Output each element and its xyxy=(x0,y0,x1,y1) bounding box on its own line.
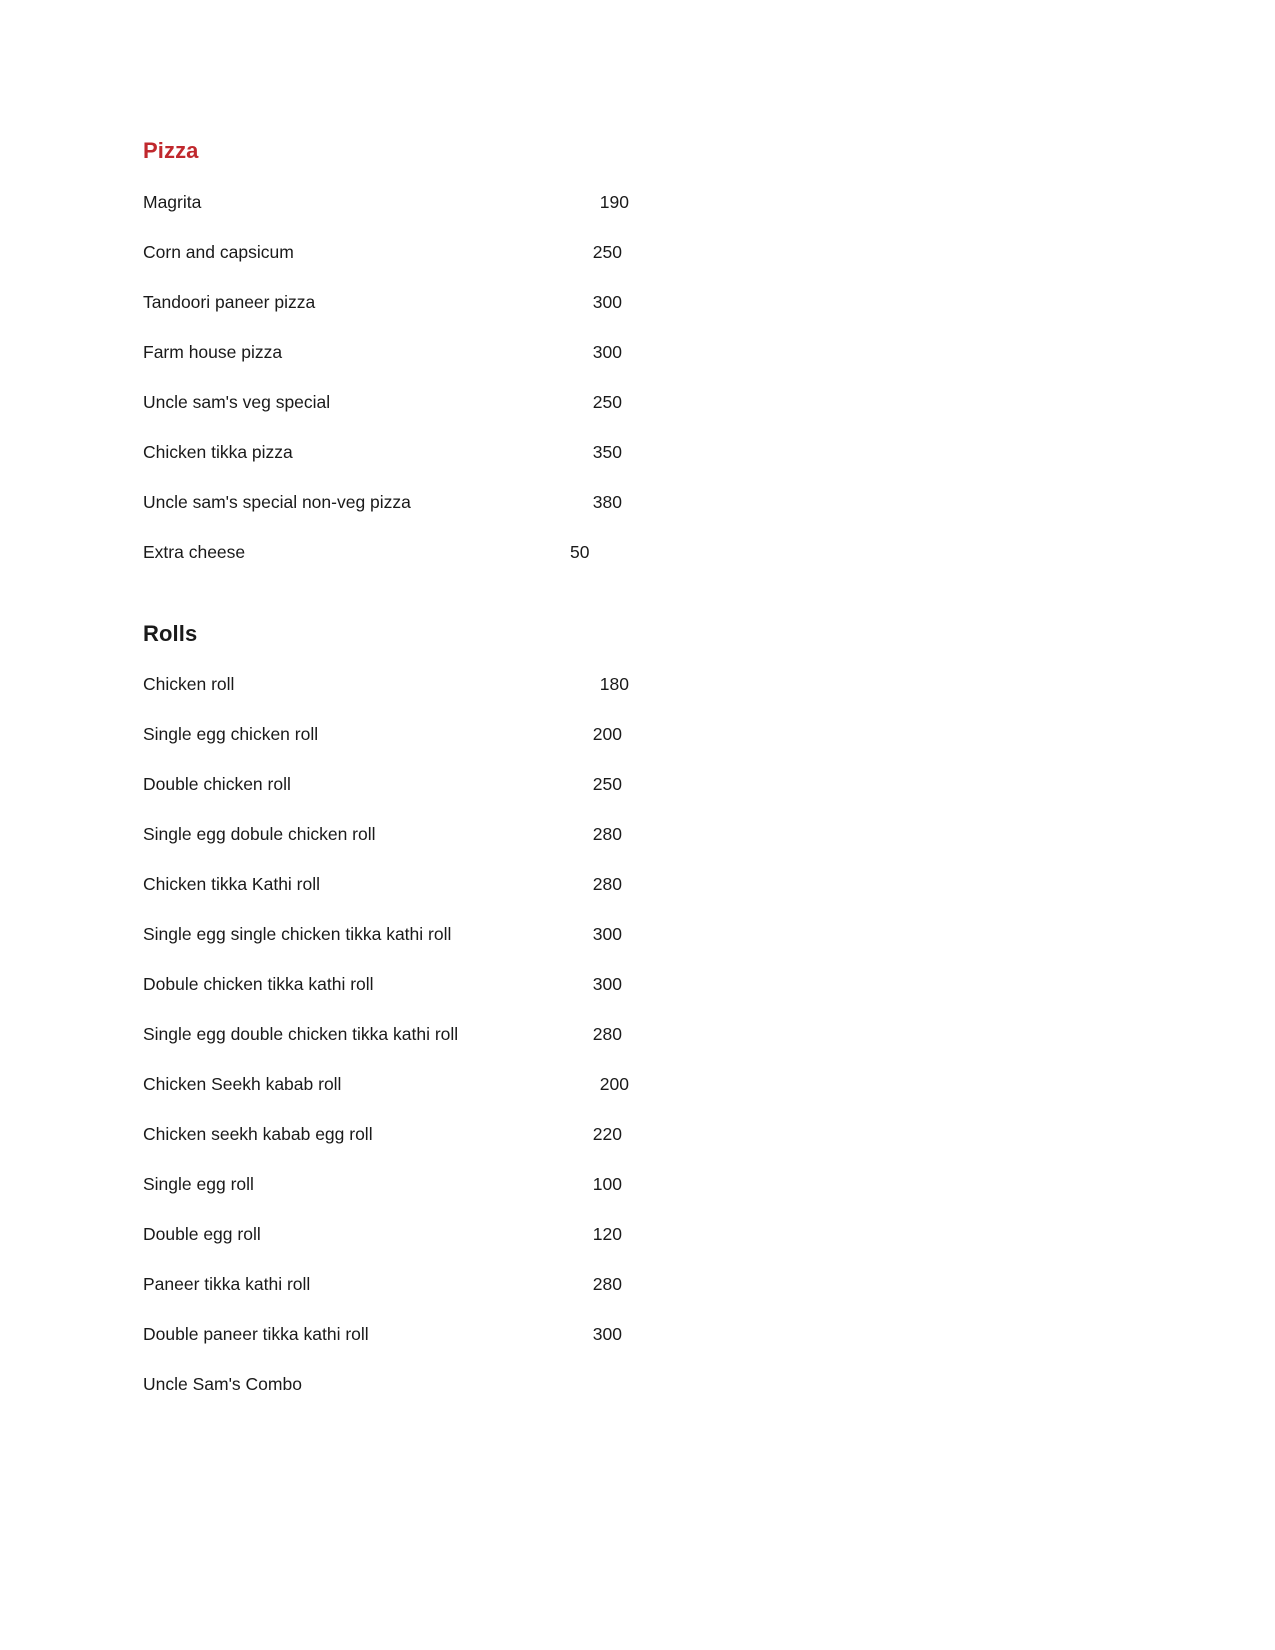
section-heading-pizza: Pizza xyxy=(143,138,199,163)
menu-item-name: Double egg roll xyxy=(143,1224,261,1244)
menu-item-price: 180 xyxy=(599,674,629,694)
menu-item-price: 50 xyxy=(570,542,590,562)
menu-item-price: 280 xyxy=(592,1274,622,1294)
menu-item-name: Single egg single chicken tikka kathi roll xyxy=(143,924,452,944)
menu-item-row xyxy=(143,442,863,492)
menu-item-price: 300 xyxy=(592,924,622,944)
menu-item-name: Paneer tikka kathi roll xyxy=(143,1274,311,1294)
menu-item-row xyxy=(143,342,863,392)
menu-item-price: 380 xyxy=(592,492,622,512)
menu-item-name: Uncle Sam's Combo xyxy=(143,1374,302,1394)
menu-item-price: 100 xyxy=(592,1174,622,1194)
section-heading-rolls: Rolls xyxy=(143,621,198,646)
menu-item-price: 300 xyxy=(592,292,622,312)
menu-section-pizza xyxy=(143,140,863,592)
menu-item-name: Chicken Seekh kabab roll xyxy=(143,1074,342,1094)
menu-item-name: Single egg double chicken tikka kathi roll xyxy=(143,1024,459,1044)
menu-item-name: Single egg chicken roll xyxy=(143,724,319,744)
menu-item-name: Tandoori paneer pizza xyxy=(143,292,316,312)
menu-item-name: Double paneer tikka kathi roll xyxy=(143,1324,369,1344)
menu-item-price: 280 xyxy=(592,1024,622,1044)
menu-item-name: Uncle sam's special non-veg pizza xyxy=(143,492,411,512)
menu-item-name: Corn and capsicum xyxy=(143,242,294,262)
menu-item-name: Dobule chicken tikka kathi roll xyxy=(143,974,374,994)
menu-item-name: Extra cheese xyxy=(143,542,246,562)
menu-item-price: 280 xyxy=(592,874,622,894)
menu-item-row xyxy=(143,974,863,1024)
menu-item-price: 300 xyxy=(592,1324,622,1344)
menu-item-row xyxy=(143,192,863,242)
menu-item-price: 200 xyxy=(599,1074,629,1094)
menu-item-list-rolls xyxy=(143,674,863,1424)
menu-item-row xyxy=(143,1124,863,1174)
menu-item-price: 300 xyxy=(592,342,622,362)
menu-item-row xyxy=(143,774,863,824)
menu-item-price: 250 xyxy=(592,392,622,412)
menu-item-name: Single egg dobule chicken roll xyxy=(143,824,376,844)
menu-item-price: 200 xyxy=(592,724,622,744)
menu-item-name: Chicken tikka Kathi roll xyxy=(143,874,321,894)
menu-item-list-pizza xyxy=(143,192,863,592)
menu-item-row xyxy=(143,242,863,292)
menu-item-row xyxy=(143,674,863,724)
menu-item-row xyxy=(143,292,863,342)
menu-item-price: 350 xyxy=(592,442,622,462)
menu-item-row xyxy=(143,492,863,542)
menu-item-row xyxy=(143,1074,863,1124)
menu-item-row xyxy=(143,1024,863,1074)
menu-item-price: 220 xyxy=(592,1124,622,1144)
menu-item-price: 280 xyxy=(592,824,622,844)
menu-item-price: 250 xyxy=(592,242,622,262)
menu-item-row xyxy=(143,1224,863,1274)
menu-item-row xyxy=(143,874,863,924)
menu-item-row xyxy=(143,392,863,442)
menu-item-name: Single egg roll xyxy=(143,1174,254,1194)
menu-content xyxy=(143,140,863,1424)
menu-item-row xyxy=(143,1174,863,1224)
menu-item-name: Magrita xyxy=(143,192,202,212)
menu-section-rolls xyxy=(143,623,863,1424)
menu-item-row xyxy=(143,542,863,592)
menu-item-row xyxy=(143,824,863,874)
menu-item-price: 120 xyxy=(592,1224,622,1244)
menu-item-price: 190 xyxy=(599,192,629,212)
menu-item-name: Chicken seekh kabab egg roll xyxy=(143,1124,373,1144)
menu-item-price: 300 xyxy=(592,974,622,994)
menu-item-name: Uncle sam's veg special xyxy=(143,392,331,412)
menu-item-row xyxy=(143,924,863,974)
menu-item-name: Chicken roll xyxy=(143,674,235,694)
menu-item-row xyxy=(143,724,863,774)
menu-item-name: Farm house pizza xyxy=(143,342,283,362)
menu-item-row xyxy=(143,1274,863,1324)
menu-item-price: 250 xyxy=(592,774,622,794)
menu-item-row xyxy=(143,1324,863,1374)
menu-item-name: Chicken tikka pizza xyxy=(143,442,293,462)
menu-item-name: Double chicken roll xyxy=(143,774,291,794)
menu-item-row xyxy=(143,1374,863,1424)
